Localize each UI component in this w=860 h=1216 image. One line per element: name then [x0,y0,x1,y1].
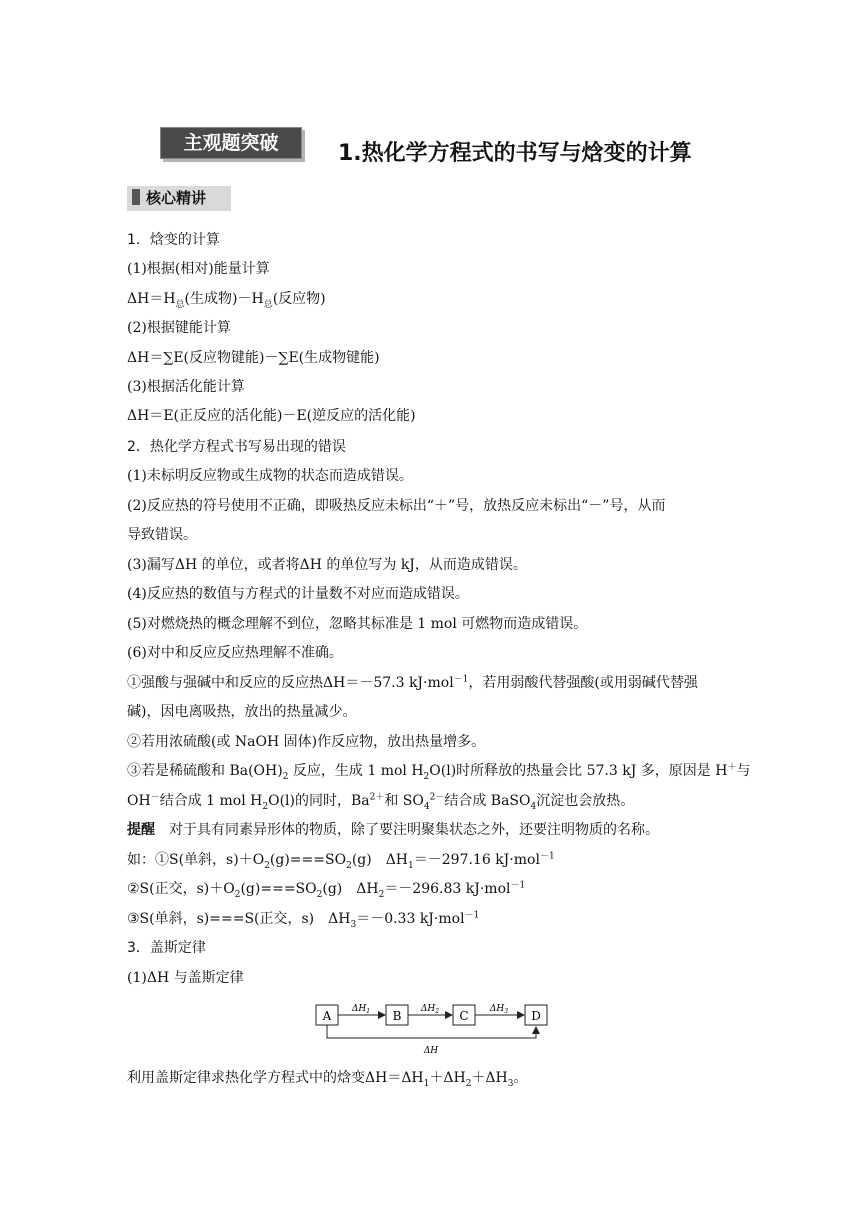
node-a [316,1005,338,1025]
header-bar-icon [132,189,140,205]
arrow-ad [327,1025,536,1056]
hess-diagram [315,1000,550,1060]
s2-c2: ②若用浓硫酸(或 NaOH 固体)作反应物，放出热量增多。 [127,734,486,750]
s2-e2b: 导致错误。 [127,527,197,543]
s1-formula2: ΔH＝∑E(反应物键能)－∑E(生成物键能) [127,350,380,366]
svg-text:A: A [322,1009,332,1023]
arrow-cd [475,1004,524,1015]
s2-c1b: 碱)，因电离吸热，放出的热量减少。 [127,704,357,720]
s3-conclusion: 利用盖斯定律求热化学方程式中的焓变$\Delta H=\Delta H_1+\Delta H_2+\Delta H_3$。 [127,1070,528,1089]
s1-item1: (1)根据(相对)能量计算 [127,261,270,277]
tip-eq2: ②S(正交，$s)+O_2(g)===SO_2(g)$ $\Delta H_2=-296.83$ kJ·mol$^{-1}$ [127,880,526,900]
sub-header-label: 核心精讲 [146,189,207,207]
sub-header [127,186,231,211]
s2-e2a: (2)反应热的符号使用不正确，即吸热反应未标出“＋”号，放热反应未标出“－”号，从而 [127,498,666,514]
s2-c3b: OH－结合成 1 mol $H_2O(l)$的同时，$Ba^{2+}$和 $SO_4^{2-}$结合成 BaSO$_4$沉淀也会放热。 [127,792,635,812]
svg-text:ΔH: ΔH [423,1046,439,1056]
section-badge: 主观题突破 [160,127,302,159]
page-title: 1.热化学方程式的书写与焓变的计算 [338,141,692,166]
s3-heading: 3．盖斯定律 [127,940,206,956]
s1-item3: (3)根据活化能计算 [127,379,245,395]
node-b [386,1005,408,1025]
s2-c1a: ①强酸与强碱中和反应的反应热ΔH＝－57.3 kJ·mol$^{-1}$，若用弱酸代替强酸(或用弱碱代替强 [127,674,698,691]
tip-eq1: 如：①S(单斜，$s)+O_2(g)===SO_2(g)$ $\Delta H_1=-297.16$ kJ·mol$^{-1}$ [127,851,555,871]
s1-heading: 1．焓变的计算 [127,232,220,248]
s3-item1: (1)ΔH 与盖斯定律 [127,970,244,986]
s2-heading: 2．热化学方程式书写易出现的错误 [127,439,346,455]
s2-e4: (4)反应热的数值与方程式的计量数不对应而造成错误。 [127,586,469,602]
svg-text:ΔH1: $\Delta H_1$ [351,1004,371,1015]
tip-line [127,820,659,840]
svg-text:C: C [459,1009,469,1023]
arrow-bc [408,1004,452,1015]
arrow-ab [338,1004,385,1015]
node-d [525,1005,547,1025]
s2-c3a: ③若是稀硫酸和 $Ba(OH)_2$ 反应，生成 1 mol $H_2O(l)$时所释放的热量会比 57.3 kJ 多，原因是 H＋与 [127,762,751,782]
tip-eq3: ③S(单斜，s)===S(正交，s) $\Delta H_3=-0.33$ kJ·mol$^{-1}$ [127,910,480,930]
tip-label: 提醒 [127,822,155,838]
s1-formula3: ΔH＝E(正反应的活化能)－E(逆反应的活化能) [127,408,416,424]
s2-e6: (6)对中和反应反应热理解不准确。 [127,645,343,661]
s1-formula1: $\Delta H=H_总$(生成物)$-H_总$(反应物) [127,291,326,310]
s2-e1: (1)未标明反应物或生成物的状态而造成错误。 [127,468,413,484]
tip-text: 对于具有同素异形体的物质，除了要注明聚集状态之外，还要注明物质的名称。 [169,822,659,838]
s2-e3: (3)漏写ΔH 的单位，或者将ΔH 的单位写为 kJ，从而造成错误。 [127,557,527,573]
svg-text:D: D [531,1009,541,1023]
s1-item2: (2)根据键能计算 [127,320,231,336]
node-c [453,1005,475,1025]
s2-e5: (5)对燃烧热的概念理解不到位，忽略其标准是 1 mol 可燃物而造成错误。 [127,616,588,632]
svg-text:B: B [392,1009,402,1023]
svg-text:ΔH3: $\Delta H_3$ [489,1004,509,1015]
svg-text:ΔH2: $\Delta H_2$ [420,1004,440,1015]
